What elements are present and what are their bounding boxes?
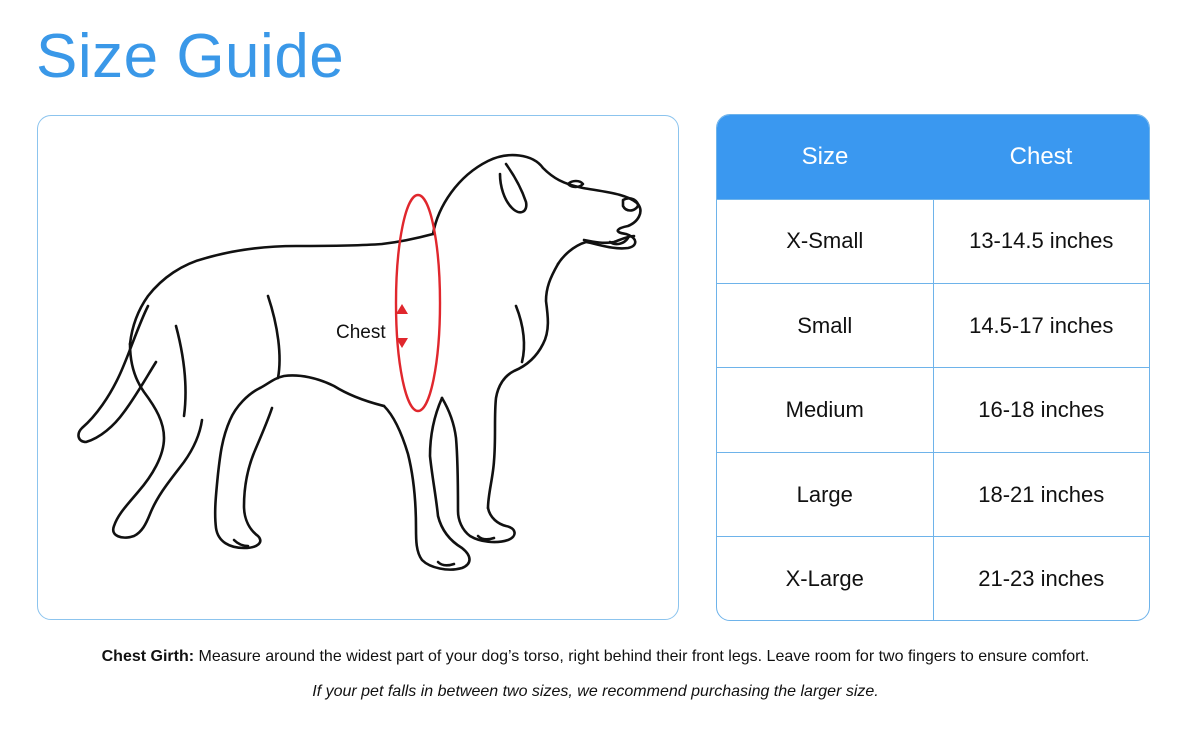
table-row (717, 368, 1149, 452)
size-table-header-row (717, 115, 1149, 199)
dog-side-profile-icon (38, 116, 680, 621)
chest-measure-label: Chest (336, 322, 386, 343)
chest-cell: 18-21 inches (933, 452, 1149, 536)
chest-girth-label: Chest Girth: (101, 648, 195, 665)
table-row (717, 199, 1149, 283)
chest-cell: 13-14.5 inches (933, 199, 1149, 283)
dog-shading-line (268, 296, 280, 378)
chest-girth-note (0, 648, 1191, 666)
dog-hind-leg-back-outline (215, 388, 272, 548)
dog-ear-outline (500, 164, 526, 212)
dog-shading-line (516, 306, 524, 362)
table-row (717, 537, 1149, 620)
table-row (717, 452, 1149, 536)
size-cell: Large (717, 452, 933, 536)
page-title: Size Guide (36, 22, 345, 91)
chest-measure-ring (396, 195, 440, 411)
dog-paw-detail (478, 536, 494, 539)
size-cell: X-Large (717, 537, 933, 620)
between-sizes-note: If your pet falls in between two sizes, we recommend purchasing the larger size. (312, 683, 879, 700)
chest-cell: 21-23 inches (933, 537, 1149, 620)
dog-shading-line (176, 326, 186, 416)
table-row (717, 283, 1149, 367)
chest-cell: 14.5-17 inches (933, 283, 1149, 367)
dog-neck-chest-outline (488, 264, 558, 508)
size-table (717, 115, 1149, 620)
size-table-container (716, 114, 1150, 621)
dog-hind-leg-outline (113, 344, 202, 538)
size-cell: Small (717, 283, 933, 367)
column-header-size: Size (801, 142, 849, 170)
dog-paw-detail (234, 540, 248, 546)
dog-tail-outline (79, 306, 156, 442)
size-cell: Medium (717, 368, 933, 452)
column-header-chest: Chest (1009, 142, 1073, 170)
dog-illustration-panel (37, 115, 679, 620)
dog-paw-detail (438, 562, 454, 565)
dog-head-outline (433, 155, 640, 264)
chest-girth-text: Measure around the widest part of your dog’s torso, right behind their front legs. Leave room for two fingers to ensure comfort. (194, 648, 1090, 665)
dog-front-leg-outline (442, 398, 515, 542)
dog-belly-outline (260, 375, 384, 406)
size-cell: X-Small (717, 199, 933, 283)
chest-cell: 16-18 inches (933, 368, 1149, 452)
